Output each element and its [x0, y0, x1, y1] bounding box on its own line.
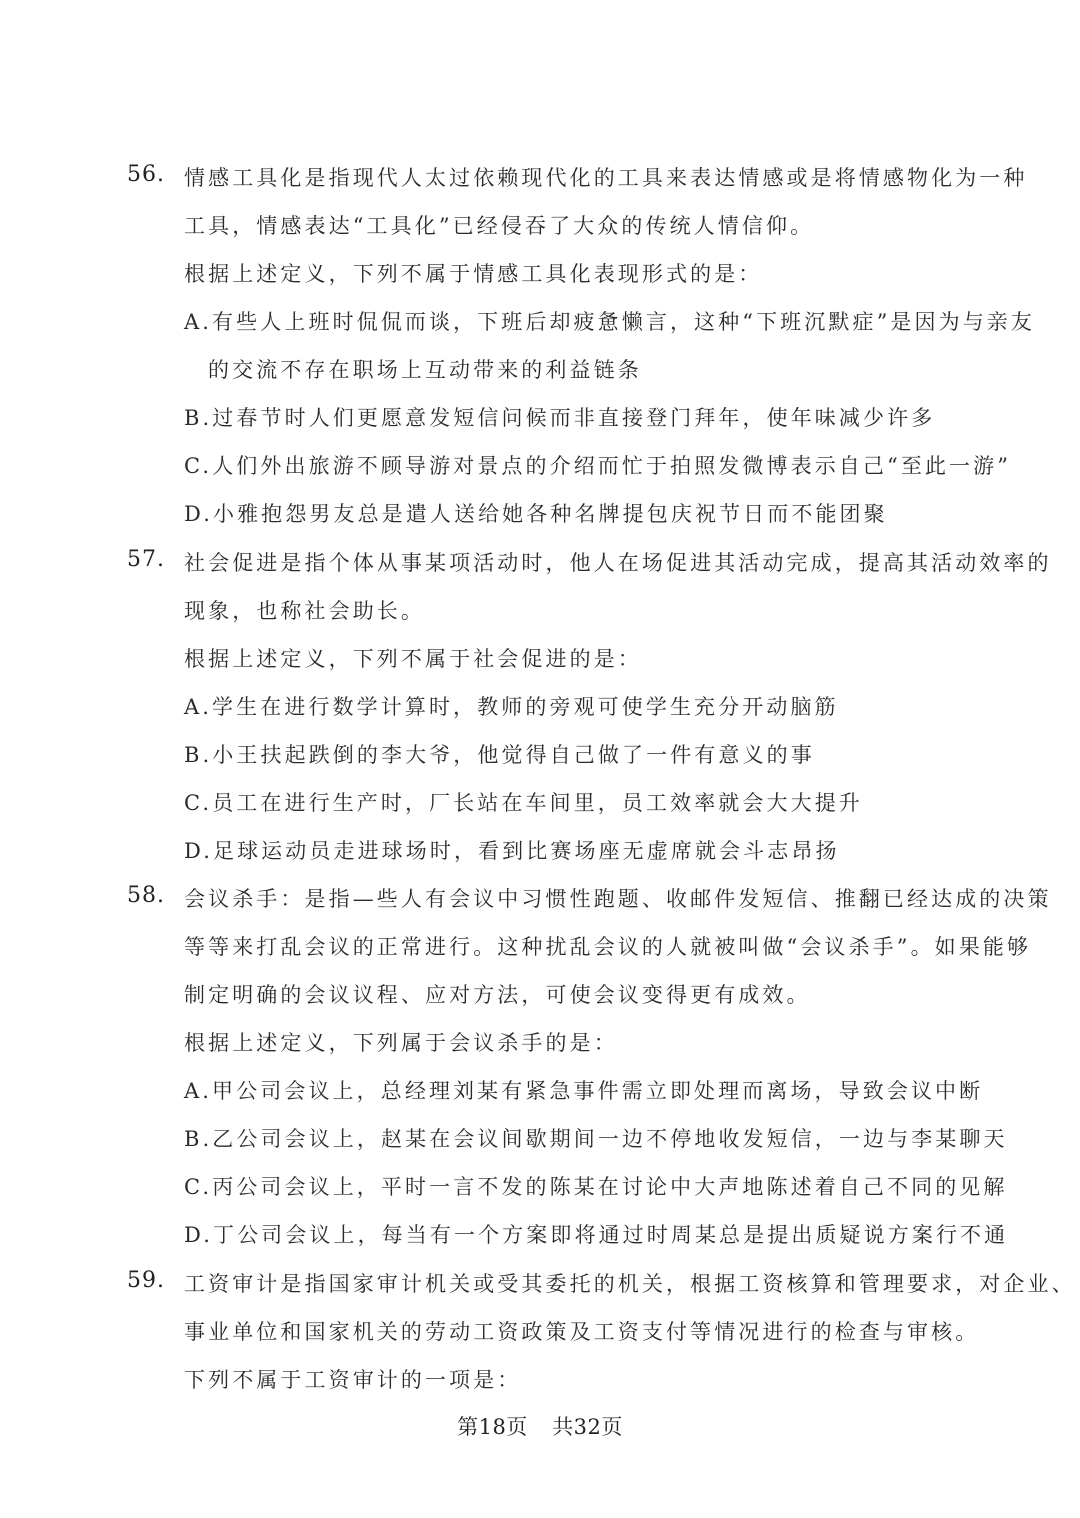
option-b: B.乙公司会议上，赵某在会议间歇期间一边不停地收发短信，一边与李某聊天: [184, 1127, 1008, 1151]
option-a: A.学生在进行数学计算时，教师的旁观可使学生充分开动脑筋: [184, 695, 839, 719]
question-stem-line: 工具，情感表达“工具化”已经侵吞了大众的传统人情信仰。: [184, 214, 815, 238]
question-stem-line: 工资审计是指国家审计机关或受其委托的机关，根据工资核算和管理要求，对企业、: [184, 1272, 1076, 1296]
question-stem-line: 制定明确的会议议程、应对方法，可使会议变得更有成效。: [184, 983, 811, 1007]
question-prompt: 根据上述定义，下列属于会议杀手的是：: [184, 1031, 618, 1055]
option-a: A.甲公司会议上，总经理刘某有紧急事件需立即处理而离场，导致会议中断: [184, 1079, 984, 1103]
question-number: 59.: [127, 1268, 165, 1293]
page-footer: [0, 1411, 1080, 1441]
option-b: B.小王扶起跌倒的李大爷，他觉得自己做了一件有意义的事: [184, 743, 815, 767]
option-c: C.人们外出旅游不顾导游对景点的介绍而忙于拍照发微博表示自己“至此一游”: [184, 454, 1012, 478]
question-prompt: 根据上述定义，下列不属于社会促进的是：: [184, 647, 642, 671]
option-d: D.足球运动员走进球场时，看到比赛场座无虚席就会斗志昂扬: [184, 839, 840, 863]
question-prompt: 下列不属于工资审计的一项是：: [184, 1368, 522, 1392]
option-b: B.过春节时人们更愿意发短信问候而非直接登门拜年，使年味减少许多: [184, 406, 936, 430]
question-stem-line: 会议杀手：是指—些人有会议中习惯性跑题、收邮件发短信、推翻已经达成的决策: [184, 887, 1052, 911]
page-total: 共32页: [552, 1415, 623, 1439]
question-stem-line: 社会促进是指个体从事某项活动时，他人在场促进其活动完成，提高其活动效率的: [184, 551, 1052, 575]
question-prompt: 根据上述定义，下列不属于情感工具化表现形式的是：: [184, 262, 763, 286]
question-stem-line: 现象，也称社会助长。: [184, 599, 425, 623]
question-stem-line: 情感工具化是指现代人太过依赖现代化的工具来表达情感或是将情感物化为一种: [184, 166, 1028, 190]
option-c: C.员工在进行生产时，厂长站在车间里，员工效率就会大大提升: [184, 791, 863, 815]
option-c: C.丙公司会议上，平时一言不发的陈某在讨论中大声地陈述着自己不同的见解: [184, 1175, 1008, 1199]
page-number: 第18页: [457, 1415, 528, 1439]
option-a: A.有些人上班时侃侃而谈，下班后却疲惫懒言，这种“下班沉默症”是因为与亲友: [184, 310, 1036, 334]
question-stem-line: 等等来打乱会议的正常进行。这种扰乱会议的人就被叫做“会议杀手”。如果能够: [184, 935, 1032, 959]
option-d: D.小雅抱怨男友总是遣人送给她各种名牌提包庆祝节日而不能团聚: [184, 502, 888, 526]
question-number: 57.: [127, 547, 165, 572]
option-a-continued: 的交流不存在职场上互动带来的利益链条: [208, 358, 642, 382]
question-number: 58.: [127, 883, 165, 908]
option-d: D.丁公司会议上，每当有一个方案即将通过时周某总是提出质疑说方案行不通: [184, 1223, 1009, 1247]
question-stem-line: 事业单位和国家机关的劳动工资政策及工资支付等情况进行的检查与审核。: [184, 1320, 980, 1344]
question-number: 56.: [127, 162, 165, 187]
